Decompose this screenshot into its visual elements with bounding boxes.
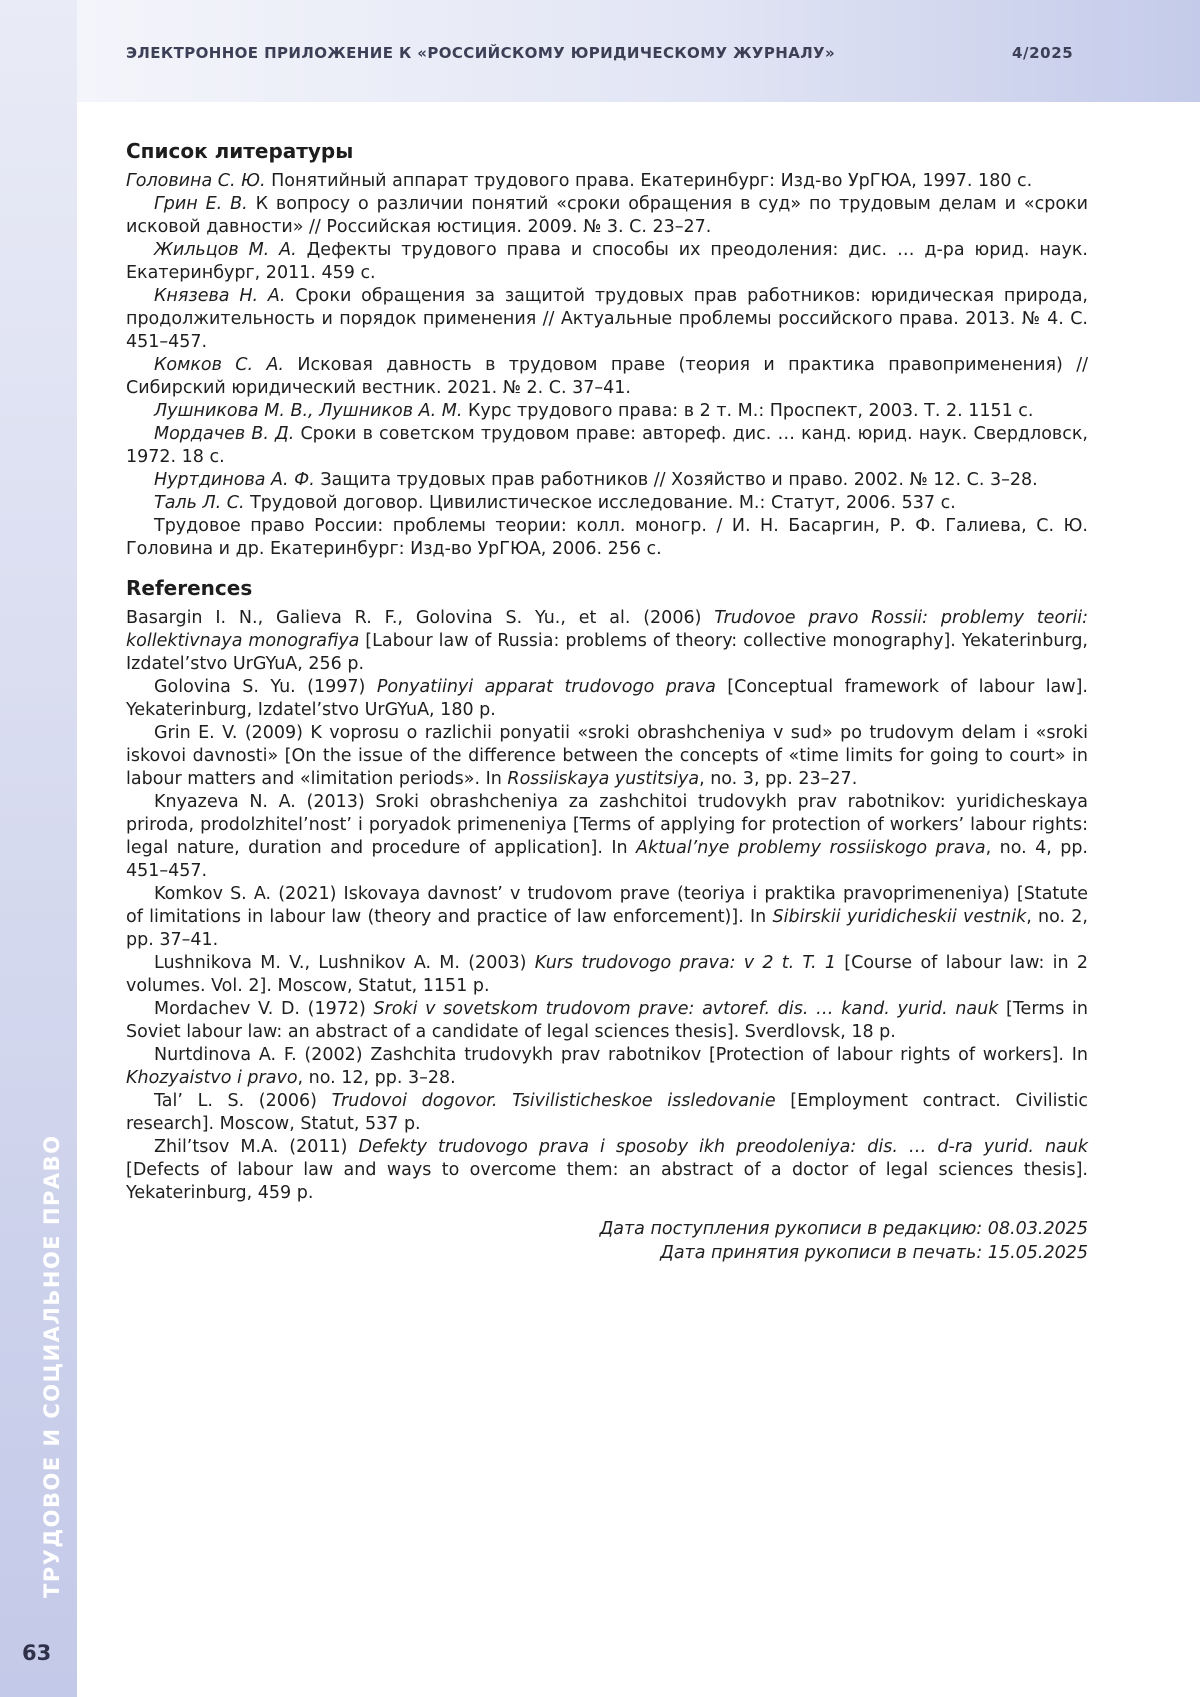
list-item: Головина С. Ю. Понятийный аппарат трудового права. Екатеринбург: Изд-во УрГЮА, 1997. 180 с. (126, 171, 1033, 191)
journal-title: ЭЛЕКТРОННОЕ ПРИЛОЖЕНИЕ К «РОССИЙСКОМУ ЮРИДИЧЕСКОМУ ЖУРНАЛУ» (126, 44, 836, 62)
list-item: Комков С. А. Исковая давность в трудовом праве (теория и практика правоприменения) // Сибирский юридический вестник. 2021. № 2. С. 37–41. (126, 355, 1088, 398)
page-number: 63 (22, 1641, 52, 1665)
side-band (0, 0, 77, 1697)
list-item: Нуртдинова А. Ф. Защита трудовых прав работников // Хозяйство и право. 2002. № 12. С. 3–28. (154, 470, 1038, 490)
list-item: Мордачев В. Д. Сроки в советском трудовом праве: автореф. дис. … канд. юрид. наук. Свердловск, 1972. 18 с. (126, 424, 1088, 467)
list-item: Golovina S. Yu. (1997) Ponyatiinyi apparat trudovogo prava [Conceptual framework of labour law]. Yekaterinburg, Izdatel’stvo UrGYuA, 180 p. (126, 677, 1088, 720)
list-item: Tal’ L. S. (2006) Trudovoi dogovor. Tsivilisticheskoe issledovanie [Employment contract. Civilistic research]. Moscow, Statut, 537 p. (126, 1091, 1088, 1134)
literature-list (126, 170, 1088, 561)
section-label: ТРУДОВОЕ И СОЦИАЛЬНОЕ ПРАВО (40, 1134, 64, 1598)
literature-heading: Список литературы (126, 139, 354, 163)
list-item: Grin E. V. (2009) K voprosu o razlichii ponyatii «sroki obrashcheniya v sud» po trudovym delam i «sroki iskovoi davnosti» [On the issue of the difference between the concepts of «time limits for going to court» in labour matters and «limitation periods». In Rossiiskaya yustitsiya, no. 3, pp. 23–27. (126, 723, 1088, 789)
references-list (126, 607, 1088, 1205)
list-item: Жильцов М. А. Дефекты трудового права и способы их преодоления: дис. … д-ра юрид. наук. Екатеринбург, 2011. 459 с. (126, 240, 1088, 283)
list-item: Трудовое право России: проблемы теории: колл. моногр. / И. Н. Басаргин, Р. Ф. Галиева, С. Ю. Головина и др. Екатеринбург: Изд-во УрГЮА, 2006. 256 с. (126, 516, 1088, 559)
list-item: Nurtdinova A. F. (2002) Zashchita trudovykh prav rabotnikov [Protection of labour rights of workers]. In Khozyaistvo i pravo, no. 12, pp. 3–28. (126, 1045, 1088, 1088)
list-item: Mordachev V. D. (1972) Sroki v sovetskom trudovom prave: avtoref. dis. … kand. yurid. nauk [Terms in Soviet labour law: an abstract of a candidate of legal sciences thesis]. Sverdlovsk, 18 p. (126, 999, 1088, 1042)
list-item: Knyazeva N. A. (2013) Sroki obrashcheniya za zashchitoi trudovykh prav rabotnikov: yuridicheskaya priroda, prodolzhitel’nost’ i poryadok primeneniya [Terms of applying for protection of workers’ labour rights: legal nature, duration and procedure of application]. In Aktual’nye problemy rossiiskogo prava, no. 4, pp. 451–457. (126, 792, 1088, 881)
issue-number: 4/2025 (1012, 44, 1074, 62)
list-item: Князева Н. А. Сроки обращения за защитой трудовых прав работников: юридическая природа, продолжительность и порядок применения // Актуальные проблемы российского права. 2013. № 4. С. 451–457. (126, 286, 1088, 352)
article-content (126, 136, 1088, 1265)
received-date: Дата поступления рукописи в редакцию: 08.03.2025 (599, 1219, 1088, 1239)
list-item: Лушникова М. В., Лушников А. М. Курс трудового права: в 2 т. М.: Проспект, 2003. Т. 2. 1151 с. (154, 401, 1034, 421)
manuscript-dates (126, 1217, 1088, 1265)
list-item: Zhil’tsov M.A. (2011) Defekty trudovogo prava i sposoby ikh preodoleniya: dis. … d-ra yurid. nauk [Defects of labour law and ways to overcome them: an abstract of a doctor of legal sciences thesis]. Yekaterinburg, 459 p. (126, 1137, 1088, 1203)
list-item: Basargin I. N., Galieva R. F., Golovina S. Yu., et al. (2006) Trudovoe pravo Rossii: problemy teorii: kollektivnaya monografiya [Labour law of Russia: problems of theory: collective monography]. Yekaterinburg, Izdatel’stvo UrGYuA, 256 p. (126, 608, 1088, 674)
references-heading: References (126, 576, 253, 600)
list-item: Таль Л. С. Трудовой договор. Цивилистическое исследование. М.: Статут, 2006. 537 с. (154, 493, 956, 513)
list-item: Komkov S. A. (2021) Iskovaya davnost’ v trudovom prave (teoriya i praktika pravoprimeneniya) [Statute of limitations in labour law (theory and practice of law enforcement)]. In Sibirskii yuridicheskii vestnik, no. 2, pp. 37–41. (126, 884, 1088, 950)
accepted-date: Дата принятия рукописи в печать: 15.05.2025 (660, 1243, 1088, 1263)
list-item: Грин Е. В. К вопросу о различии понятий «сроки обращения в суд» по трудовым делам и «сроки исковой давности» // Российская юстиция. 2009. № 3. С. 23–27. (126, 194, 1088, 237)
list-item: Lushnikova M. V., Lushnikov A. M. (2003) Kurs trudovogo prava: v 2 t. T. 1 [Course of labour law: in 2 volumes. Vol. 2]. Moscow, Statut, 1151 p. (126, 953, 1088, 996)
